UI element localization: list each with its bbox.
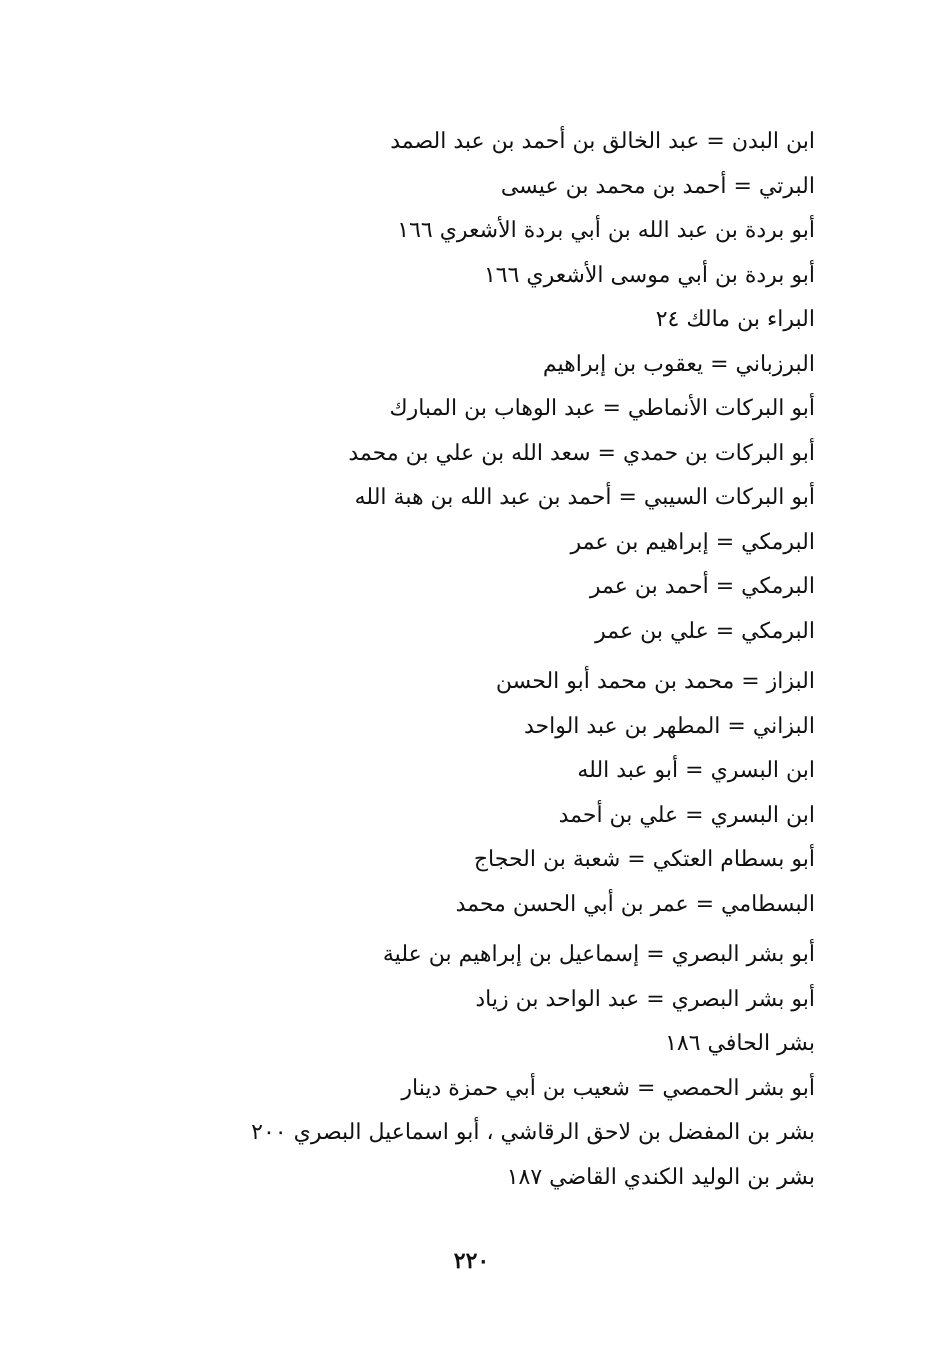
index-entry: أبو بشر البصري = إسماعيل بن إبراهيم بن علية: [382, 942, 815, 967]
index-entry: بشر بن المفضل بن لاحق الرقاشي ، أبو اسماعيل البصري ٢٠٠: [251, 1120, 815, 1145]
index-entry: بشر الحافي ١٨٦: [665, 1031, 815, 1056]
index-entry: البرمكي = أحمد بن عمر: [589, 574, 815, 599]
index-entry: أبو بردة بن أبي موسى الأشعري ١٦٦: [483, 262, 815, 288]
index-entries-list: [155, 120, 815, 1200]
index-entry: أبو بشر البصري = عبد الواحد بن زياد: [475, 986, 815, 1012]
index-entry: أبو بردة بن عبد الله بن أبي بردة الأشعري ١٦٦: [397, 218, 815, 243]
index-entry: البزاز = محمد بن محمد أبو الحسن: [495, 669, 815, 694]
index-entry: البسطامي = عمر بن أبي الحسن محمد: [455, 891, 815, 917]
index-entry: أبو بشر الحمصي = شعيب بن أبي حمزة دينار: [401, 1075, 815, 1101]
index-entry: ابن البدن = عبد الخالق بن أحمد بن عبد الصمد: [390, 129, 815, 154]
page-number: ٢٢٠: [453, 1248, 490, 1274]
index-entry: البرمكي = علي بن عمر: [595, 618, 815, 644]
index-entry: أبو البركات السيبي = أحمد بن عبد الله بن هبة الله: [354, 485, 815, 510]
index-entry: البزاني = المطهر بن عبد الواحد: [523, 713, 815, 739]
index-entry: أبو البركات الأنماطي = عبد الوهاب بن المبارك: [389, 396, 815, 421]
index-entry: أبو البركات بن حمدي = سعد الله بن علي بن محمد: [348, 440, 815, 466]
index-entry: بشر بن الوليد الكندي القاضي ١٨٧: [506, 1164, 815, 1190]
index-entry: ابن البسري = علي بن أحمد: [558, 802, 815, 828]
index-entry: البرمكي = إبراهيم بن عمر: [570, 529, 815, 555]
index-entry: البرتي = أحمد بن محمد بن عيسى: [500, 173, 815, 199]
index-entry: أبو بسطام العتكي = شعبة بن الحجاج: [473, 847, 815, 872]
index-entry: البراء بن مالك ٢٤: [655, 307, 815, 332]
index-entry: البرزباني = يعقوب بن إبراهيم: [542, 351, 815, 377]
index-entry: ابن البسري = أبو عبد الله: [577, 758, 815, 783]
